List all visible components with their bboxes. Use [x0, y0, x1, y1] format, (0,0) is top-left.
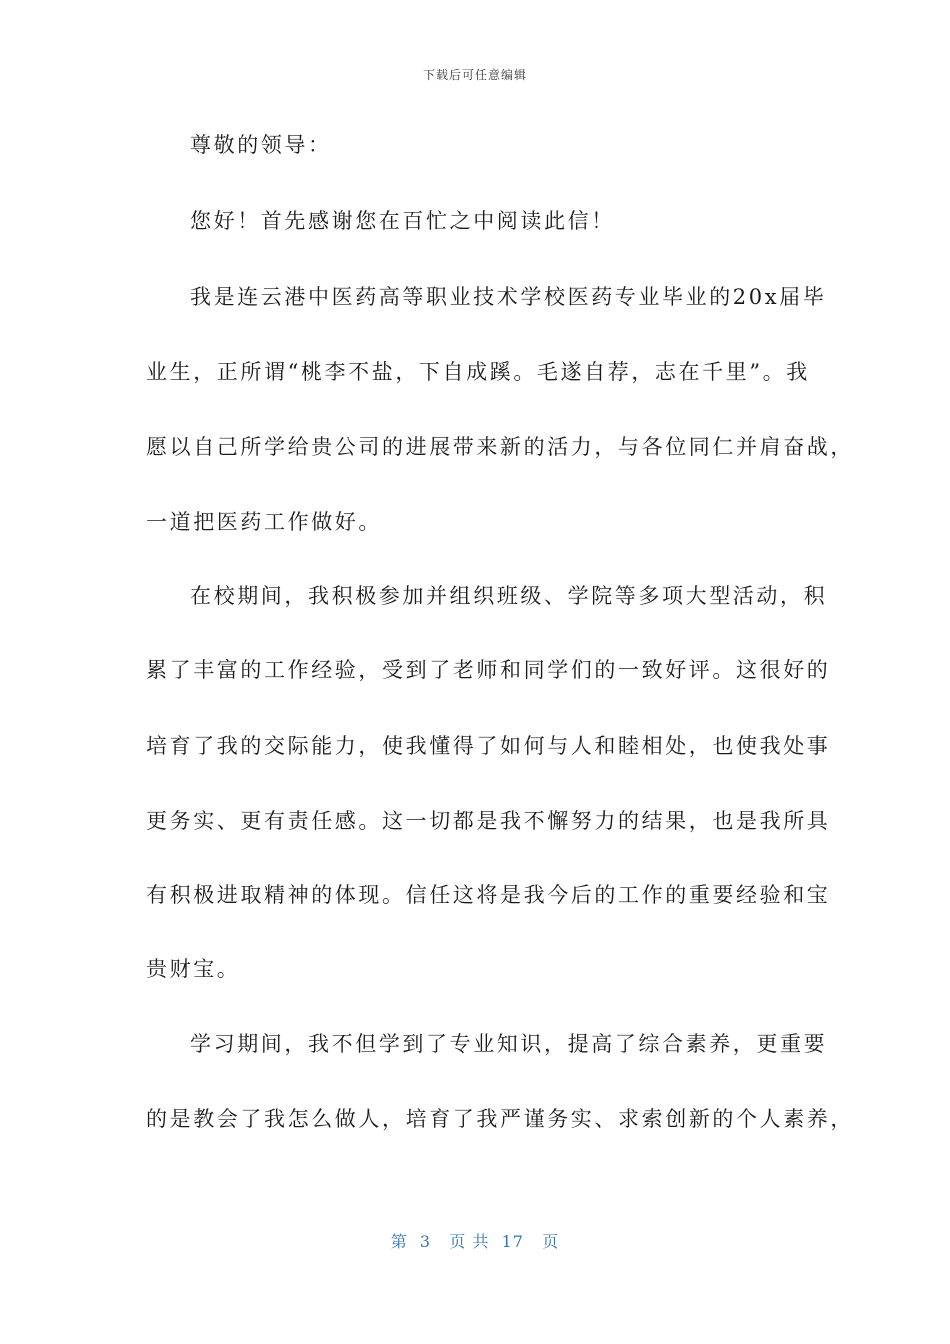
paragraph-line: 在校期间，我积极参加并组织班级、学院等多项大型活动，积	[190, 584, 828, 608]
page-header-note: 下载后可任意编辑	[422, 68, 527, 82]
greeting: 您好！首先感谢您在百忙之中阅读此信！	[190, 209, 615, 233]
paragraph-line: 累了丰富的工作经验，受到了老师和同学们的一致好评。这很好的	[146, 658, 831, 682]
paragraph-line: 业生，正所谓“桃李不盐，下自成蹊。毛遂自荐，志在千里”。我	[146, 360, 810, 384]
page-number-footer: 第 3 页 共 17 页	[390, 1232, 560, 1251]
paragraph-line: 学习期间，我不但学到了专业知识，提高了综合素养，更重要	[190, 1032, 828, 1056]
salutation: 尊敬的领导：	[190, 133, 332, 157]
paragraph-line: 贵财宝。	[146, 957, 241, 981]
paragraph-line: 培育了我的交际能力，使我懂得了如何与人和睦相处，也使我处事	[146, 734, 831, 758]
paragraph-line: 的是教会了我怎么做人，培育了我严谨务实、求索创新的个人素养，	[146, 1107, 854, 1131]
paragraph-line: 愿以自己所学给贵公司的进展带来新的活力，与各位同仁并肩奋战，	[146, 435, 854, 459]
paragraph-line: 一道把医药工作做好。	[146, 510, 382, 534]
paragraph-line: 我是连云港中医药高等职业技术学校医药专业毕业的20x届毕	[190, 285, 827, 309]
paragraph-line: 更务实、更有责任感。这一切都是我不懈努力的结果，也是我所具	[146, 809, 831, 833]
paragraph-line: 有积极进取精神的体现。信任这将是我今后的工作的重要经验和宝	[146, 883, 831, 907]
